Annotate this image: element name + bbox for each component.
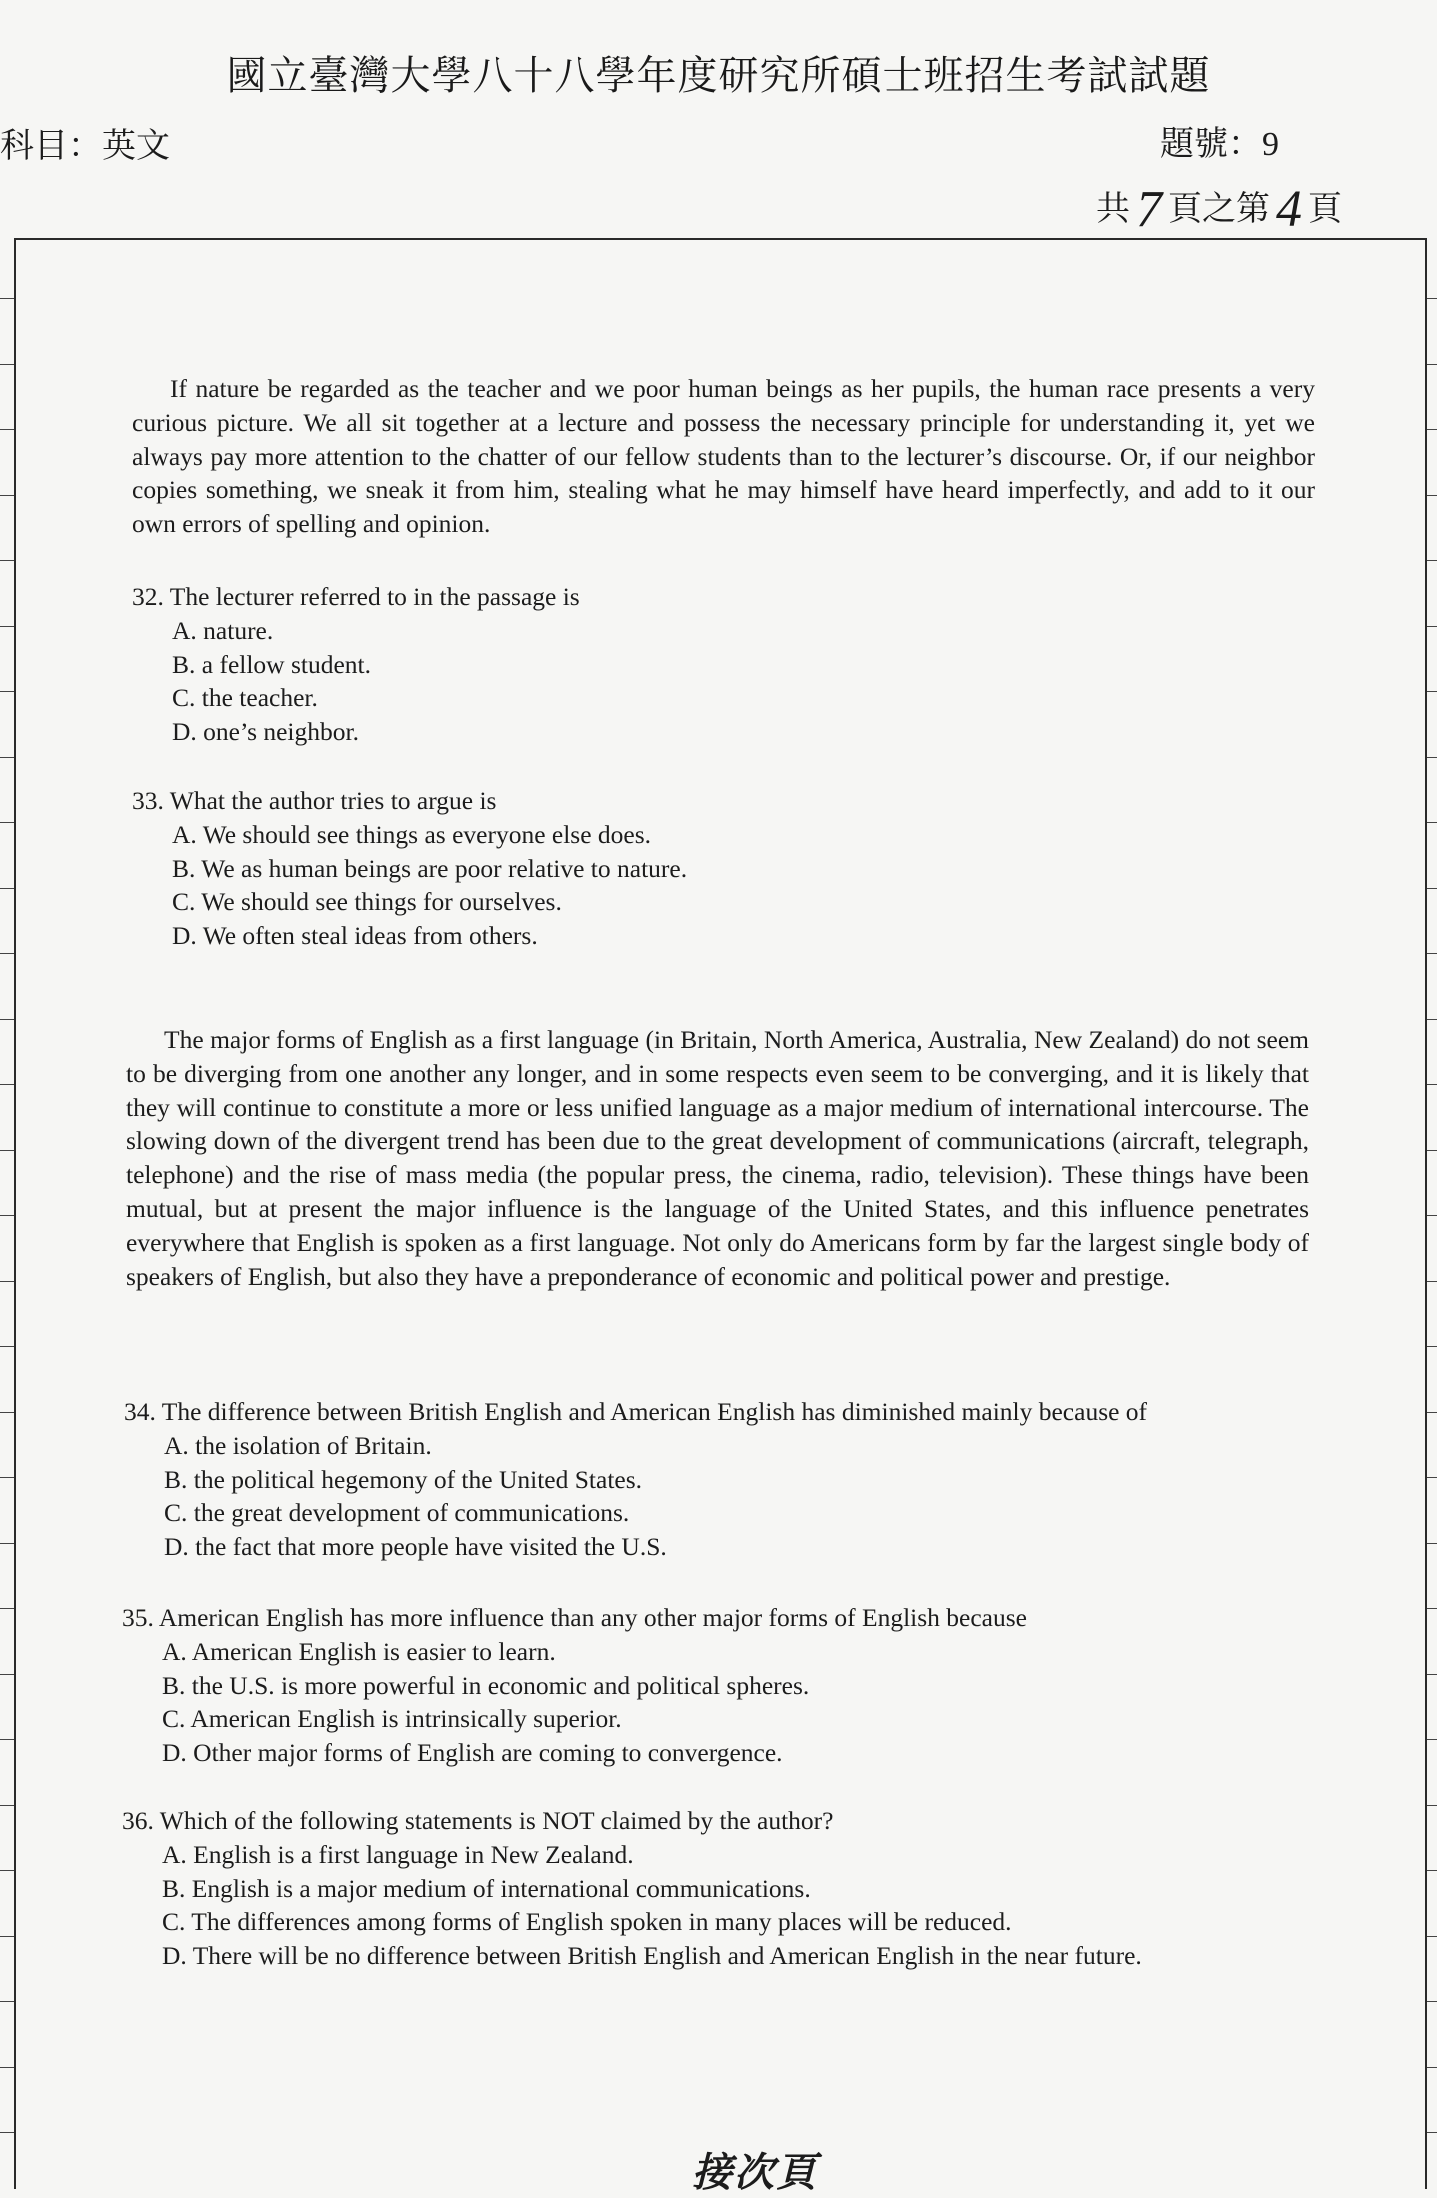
- margin-tick: [0, 2132, 14, 2133]
- option-c: C. We should see things for ourselves.: [172, 887, 562, 917]
- option-d: D. the fact that more people have visited the U.S.: [164, 1532, 667, 1562]
- margin-tick: [1427, 495, 1437, 496]
- option-d: D. There will be no difference between British English and American English in the near future.: [162, 1941, 1142, 1971]
- margin-tick: [0, 1346, 14, 1347]
- option-d: D. We often steal ideas from others.: [172, 921, 538, 951]
- margin-tick: [0, 1019, 14, 1020]
- margin-tick: [0, 1084, 14, 1085]
- margin-tick: [1427, 1543, 1437, 1544]
- margin-tick: [1427, 1084, 1437, 1085]
- margin-tick: [0, 1543, 14, 1544]
- margin-tick: [0, 1412, 14, 1413]
- question-34: [124, 1395, 1147, 1564]
- margin-tick: [0, 1739, 14, 1740]
- margin-tick: [1427, 429, 1437, 430]
- margin-tick: [0, 1477, 14, 1478]
- margin-tick: [1427, 2067, 1437, 2068]
- margin-tick: [0, 757, 14, 758]
- margin-tick: [0, 1870, 14, 1871]
- margin-tick: [0, 298, 14, 299]
- margin-tick: [0, 1150, 14, 1151]
- margin-tick: [1427, 1215, 1437, 1216]
- margin-tick: [0, 1805, 14, 1806]
- margin-tick: [1427, 1936, 1437, 1937]
- option-a: A. nature.: [172, 615, 274, 645]
- option-c: C. The differences among forms of English spoken in many places will be reduced.: [162, 1907, 1012, 1937]
- exam-title: 國立臺灣大學八十八學年度研究所碩士班招生考試試題: [226, 53, 1211, 98]
- margin-tick: [1427, 1805, 1437, 1806]
- option-c: C. American English is intrinsically superior.: [162, 1704, 622, 1734]
- option-c: C. the teacher.: [172, 683, 318, 713]
- question-stem: 36. Which of the following statements is NOT claimed by the author?: [122, 1806, 834, 1835]
- margin-tick: [0, 2067, 14, 2068]
- margin-tick: [1427, 2001, 1437, 2002]
- option-a: A. English is a first language in New Zealand.: [162, 1839, 634, 1869]
- question-36: [122, 1804, 1142, 1973]
- option-b: B. We as human beings are poor relative to nature.: [172, 853, 688, 883]
- margin-tick: [1427, 364, 1437, 365]
- margin-tick: [1427, 822, 1437, 823]
- margin-tick: [1427, 626, 1437, 627]
- next-page-note: 接次頁: [692, 2150, 818, 2195]
- page-total: 7: [1136, 181, 1162, 238]
- margin-tick: [0, 888, 14, 889]
- margin-tick: [1427, 1019, 1437, 1020]
- passage-1: If nature be regarded as the teacher and we poor human beings as her pupils, the human race presents a very curious picture. We all sit together at a lecture and possess the necessary principle for understanding it, yet we always pay more attention to the chatter of our fellow students than to the lecturer’s discourse. Or, if our neighbor copies something, we sneak it from him, stealing what he may himself have heard imperfectly, and add to it our own errors of spelling and opinion.: [132, 374, 1315, 539]
- margin-tick: [1427, 1870, 1437, 1871]
- question-number: 題號：9: [1160, 126, 1279, 163]
- right-margin-ticks: [1427, 238, 1437, 2189]
- margin-tick: [0, 364, 14, 365]
- left-margin-ticks: [0, 238, 14, 2189]
- margin-tick: [1427, 757, 1437, 758]
- question-33: [132, 784, 687, 953]
- option-a: A. American English is easier to learn.: [162, 1636, 556, 1666]
- page-info: [1096, 180, 1342, 239]
- margin-tick: [0, 1608, 14, 1609]
- option-b: B. the political hegemony of the United States.: [164, 1464, 643, 1494]
- option-b: B. the U.S. is more powerful in economic and political spheres.: [162, 1670, 810, 1700]
- margin-tick: [1427, 1608, 1437, 1609]
- margin-tick: [1427, 298, 1437, 299]
- option-b: B. English is a major medium of international communications.: [162, 1873, 811, 1903]
- option-a: A. the isolation of Britain.: [164, 1430, 432, 1460]
- margin-tick: [1427, 1739, 1437, 1740]
- margin-tick: [0, 1281, 14, 1282]
- margin-tick: [1427, 1477, 1437, 1478]
- page-current: 4: [1276, 181, 1302, 238]
- margin-tick: [0, 560, 14, 561]
- margin-tick: [1427, 1150, 1437, 1151]
- margin-tick: [1427, 953, 1437, 954]
- option-c: C. the great development of communications.: [164, 1498, 630, 1528]
- option-d: D. one’s neighbor.: [172, 717, 359, 747]
- margin-tick: [1427, 888, 1437, 889]
- margin-tick: [0, 1936, 14, 1937]
- margin-tick: [1427, 1281, 1437, 1282]
- margin-tick: [0, 953, 14, 954]
- page-suffix: 頁: [1308, 191, 1342, 228]
- margin-tick: [0, 1674, 14, 1675]
- margin-tick: [1427, 1674, 1437, 1675]
- option-a: A. We should see things as everyone else does.: [172, 819, 652, 849]
- page-prefix: 共: [1096, 191, 1130, 228]
- margin-tick: [0, 429, 14, 430]
- question-35: [122, 1601, 1027, 1770]
- question-stem: 35. American English has more influence than any other major forms of English because: [122, 1603, 1027, 1632]
- question-32: [132, 580, 580, 749]
- margin-tick: [0, 691, 14, 692]
- subject-label: 科目：英文: [0, 128, 170, 165]
- margin-tick: [1427, 2132, 1437, 2133]
- page-middle: 頁之第: [1168, 191, 1270, 228]
- margin-tick: [1427, 560, 1437, 561]
- question-stem: 34. The difference between British English and American English has diminished mainly because of: [124, 1397, 1148, 1426]
- margin-tick: [0, 822, 14, 823]
- margin-tick: [1427, 1346, 1437, 1347]
- question-stem: 33. What the author tries to argue is: [132, 786, 497, 815]
- option-d: D. Other major forms of English are coming to convergence.: [162, 1738, 783, 1768]
- passage-2: The major forms of English as a first language (in Britain, North America, Australia, New Zealand) do not seem to be diverging from one another any longer, and in some respects even seem to be converging, and it is likely that they will continue to constitute a more or less unified language as a major medium of international intercourse. The slowing down of the divergent trend has been due to the great development of communications (aircraft, telegraph, telephone) and the rise of mass media (the popular press, the cinema, radio, television). These things have been mutual, but at present the major influence is the language of the United States, and this influence penetrates everywhere that English is spoken as a first language. Not only do Americans form by far the largest single body of speakers of English, but also they have a preponderance of economic and political power and prestige.: [126, 1025, 1309, 1291]
- margin-tick: [0, 495, 14, 496]
- margin-tick: [0, 2001, 14, 2002]
- margin-tick: [0, 626, 14, 627]
- option-b: B. a fellow student.: [172, 649, 372, 679]
- margin-tick: [1427, 691, 1437, 692]
- question-stem: 32. The lecturer referred to in the passage is: [132, 582, 580, 611]
- margin-tick: [1427, 1412, 1437, 1413]
- margin-tick: [0, 1215, 14, 1216]
